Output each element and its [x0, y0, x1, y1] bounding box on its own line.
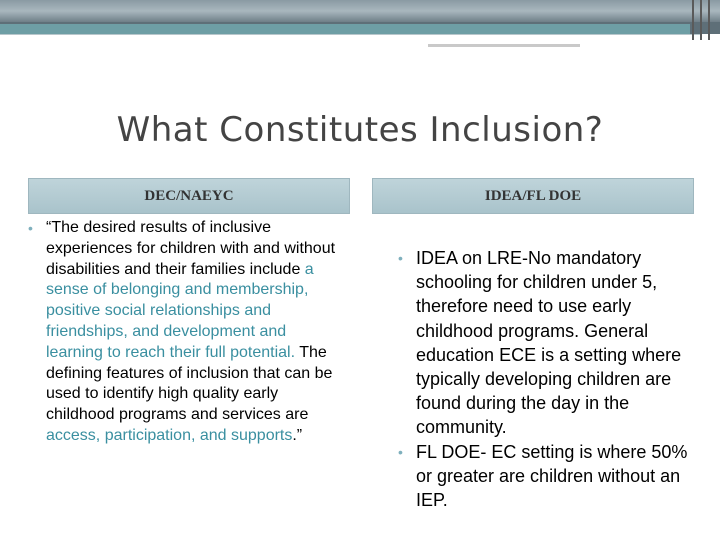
list-item [398, 440, 698, 513]
top-banner-rule [0, 34, 700, 35]
top-banner [0, 0, 720, 22]
list-item [28, 218, 340, 447]
bullet-text: FL DOE- EC setting is where 50% or greater are children without an IEP. [416, 441, 688, 511]
corner-stripe [692, 0, 694, 40]
bullet-icon: • [28, 220, 33, 236]
corner-stripe [700, 0, 702, 40]
highlighted-text: access, participation, and supports [46, 426, 293, 444]
bullet-icon: • [398, 250, 403, 266]
top-banner-accent [0, 24, 690, 34]
quote-text: “The desired results of inclusive experiences for children with and without disabilities and their families include [46, 219, 336, 278]
slide-title: What Constitutes Inclusion? [116, 110, 604, 150]
quote-text: .” [292, 426, 303, 444]
list-item [398, 246, 698, 440]
right-column-heading: IDEA/FL DOE [372, 178, 694, 214]
bullet-text [46, 218, 340, 447]
bullet-icon: • [398, 443, 403, 460]
highlighted-text: a sense of belonging and membership, positive social relationships and friendships, and development and learning to reach their full potential. [46, 260, 314, 361]
corner-stripe [708, 0, 710, 40]
left-column-heading: DEC/NAEYC [28, 178, 350, 214]
bullet-text: IDEA on LRE-No mandatory schooling for children under 5, therefore need to use early childhood programs. General education ECE is a setting where typically developing children are found during the day in the community. [416, 248, 682, 438]
decorative-rule [428, 44, 580, 47]
quote-text: The defining features of inclusion that can be used to identify high quality early childhood programs and services are [46, 343, 333, 424]
left-column-body [28, 218, 340, 447]
right-column-body [398, 246, 698, 512]
